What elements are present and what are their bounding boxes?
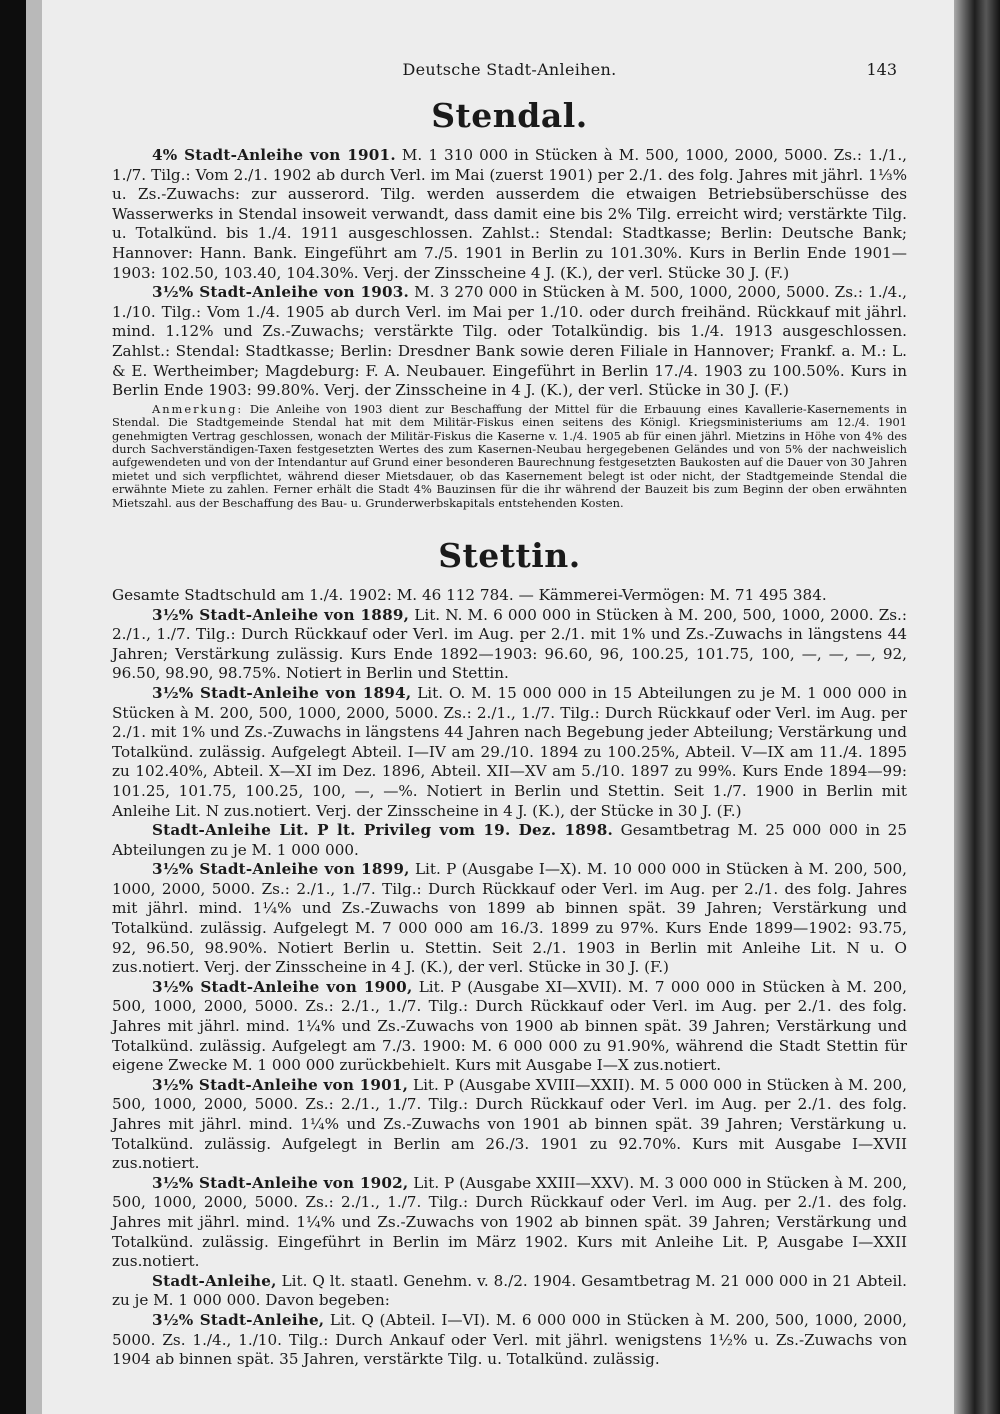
entry-paragraph	[112, 283, 907, 401]
section-title-stettin: Stettin.	[438, 535, 581, 575]
section-title-stendal: Stendal.	[431, 96, 588, 135]
entry-text: Lit. P (Ausgabe XXIII—XXV). M. 3 000 000 in Stücken à M. 200, 500, 1000, 2000, 5000. Zs.: 2./1., 1./7. Tilg.: Durch Rückkauf oder Verl. im Aug. per 2./1. des folg. Jahres mit jährl. mind. 1¼% und Zs.-Zuwachs von 1902 ab binnen spät. 39 Jahren; Verstärkung und Totalkünd. zulässig. Eingeführt in Berlin im März 1902. Kurs mit Anleihe Lit. P, Ausgabe I—XXII zus.notiert.	[112, 1173, 907, 1271]
entry-paragraph	[112, 978, 907, 1076]
entry-paragraph	[112, 684, 907, 821]
entry-lead: 3½% Stadt-Anleihe,	[152, 1310, 325, 1329]
entry-lead: 3½% Stadt-Anleihe von 1903.	[152, 283, 410, 302]
entry-lead: Stadt-Anleihe Lit. P lt. Privileg vom 19. Dez. 1898.	[152, 821, 613, 840]
entry-lead: 3½% Stadt-Anleihe von 1894,	[152, 683, 412, 702]
entry-lead: 3½% Stadt-Anleihe von 1889,	[152, 605, 410, 624]
entry-text: Lit. Q (Abteil. I—VI). M. 6 000 000 in Stücken à M. 200, 500, 1000, 2000, 5000. Zs. 1./4., 1./10. Tilg.: Durch Ankauf oder Verl. mit jährl. wenigstens 1½% u. Zs.-Zuwachs von 1904 ab binnen spät. 35 Jahren, verstärkte Tilg. u. Totalkünd. zulässig.	[112, 1310, 907, 1369]
entry-text: Lit. Q lt. staatl. Genehm. v. 8./2. 1904. Gesamtbetrag M. 21 000 000 in 21 Abteil. zu je M. 1 000 000. Davon begeben:	[112, 1271, 907, 1310]
section-intro: Gesamte Stadtschuld am 1./4. 1902: M. 46 112 784. — Kämmerei-Vermögen: M. 71 495 384.	[112, 585, 827, 604]
book-page	[42, 0, 954, 1414]
entry-paragraph	[112, 1311, 907, 1370]
entry-paragraph	[112, 606, 907, 684]
entry-paragraph	[112, 1076, 907, 1174]
entry-text: Lit. O. M. 15 000 000 in 15 Abteilungen zu je M. 1 000 000 in Stücken à M. 200, 500, 1000, 2000, 5000. Zs.: 2./1., 1./7. Tilg.: Durch Rückkauf oder Verl. im Aug. per 2./1. mit 1% und Zs.-Zuwachs in längstens 44 Jahren nach Begebung jeder Abteilung; Verstärkung und Totalkünd. zulässig. Aufgelegt Abteil. I—IV am 29./10. 1894 zu 100.25%, Abteil. V—IX am 11./4. 1895 zu 102.40%, Abteil. X—XI im Dez. 1896, Abteil. XII—XV am 5./10. 1897 zu 99%. Kurs Ende 1894—99: 101.25, 101.75, 100.25, 100, —, —%. Notiert in Berlin und Stettin. Seit 1./7. 1900 in Berlin mit Anleihe Lit. N zus.notiert. Verj. der Zinsscheine in 4 J. (K.), der Stücke in 30 J. (F.)	[112, 683, 907, 820]
entry-text: M. 1 310 000 in Stücken à M. 500, 1000, 2000, 5000. Zs.: 1./1., 1./7. Tilg.: Vom 2./1. 1902 ab durch Verl. im Mai (zuerst 1901) per 2./1. des folg. Jahres mit jährl. 1⅓% u. Zs.-Zuwachs: zur ausserord. Tilg. werden ausserdem die etwaigen Betriebsüberschüsse des Wasserwerks in Stendal insoweit verwandt, dass damit eine bis 2% Tilg. erreicht wird; verstärkte Tilg. u. Totalkünd. bis 1./4. 1911 ausgeschlossen. Zahlst.: Stendal: Stadtkasse; Berlin: Deutsche Bank; Hannover: Hann. Bank. Eingeführt am 7./5. 1901 in Berlin zu 101.30%. Kurs in Berlin Ende 1901—1903: 102.50, 103.40, 104.30%. Verj. der Zinsscheine 4 J. (K.), der verl. Stücke 30 J. (F.)	[112, 146, 907, 282]
running-head	[112, 60, 907, 86]
entry-lead: Stadt-Anleihe,	[152, 1271, 277, 1290]
note-text: Die Anleihe von 1903 dient zur Beschaffung der Mittel für die Erbauung eines Kavallerie-Kasernements in Stendal. Die Stadtgemeinde Stendal hat mit dem Militär-Fiskus einen seitens des Königl. Kriegsministeriums am 12./4. 1901 genehmigten Vertrag geschlossen, wonach der Militär-Fiskus die Kaserne v. 1./4. 1905 ab für einen jährl. Mietzins in Höhe von 4% des durch Sachverständigen-Taxen festgesetzten Wertes des zum Kasernen-Neubau hergegebenen Geländes und von 5% der nachweislich aufgewendeten und von der Intendantur auf Grund einer besonderen Baurechnung festgesetzten Baukosten auf die Dauer von 30 Jahren mietet und sich verpflichtet, während dieser Mietsdauer, ob das Kasernement belegt ist oder nicht, der Stadtgemeinde Stendal die erwähnte Miete zu zahlen. Ferner erhält die Stadt 4% Bauzinsen für die ihr während der Bauzeit bis zum Beginn der oben erwähnten Mietszahl. aus der Beschaffung des Bau- u. Grunderwerbskapitals entstehenden Kosten.	[112, 401, 907, 510]
entry-text: M. 3 270 000 in Stücken à M. 500, 1000, 2000, 5000. Zs.: 1./4., 1./10. Tilg.: Vom 1./4. 1905 ab durch Verl. im Mai per 1./10. oder durch freihänd. Rückkauf mit jährl. mind. 1.12% und Zs.-Zuwachs; verstärkte Tilg. oder Totalkündig. bis 1./4. 1913 ausgeschlossen. Zahlst.: Stendal: Stadtkasse; Berlin: Dresdner Bank sowie deren Filiale in Hannover; Frankf. a. M.: L. & E. Wertheimber; Magdeburg: F. A. Neubauer. Eingeführt in Berlin 17./4. 1903 zu 100.50%. Kurs in Berlin Ende 1903: 99.80%. Verj. der Zinsscheine in 4 J. (K.), der verl. Stücke in 30 J. (F.)	[112, 283, 907, 400]
entry-lead: 3½% Stadt-Anleihe von 1899,	[152, 860, 410, 879]
entry-paragraph	[112, 860, 907, 978]
entry-paragraph	[112, 1272, 907, 1311]
running-head-title: Deutsche Stadt-Anleihen.	[402, 60, 617, 79]
page-number: 143	[866, 60, 897, 79]
entry-text: Gesamtbetrag M. 25 000 000 in 25 Abteilungen zu je M. 1 000 000.	[112, 821, 907, 859]
entry-paragraph	[112, 821, 907, 860]
page-content	[112, 60, 907, 1370]
entry-paragraph	[112, 146, 907, 283]
entry-lead: 3½% Stadt-Anleihe von 1902,	[152, 1173, 409, 1192]
footnote-anmerkung	[112, 403, 907, 510]
note-label: Anmerkung:	[152, 401, 244, 416]
scan-margin-left	[26, 0, 42, 1414]
entry-text: Lit. P (Ausgabe XI—XVII). M. 7 000 000 in Stücken à M. 200, 500, 1000, 2000, 5000. Zs.: 2./1., 1./7. Tilg.: Durch Rückkauf oder Verl. im Aug. per 2./1. des folg. Jahres mit jährl. mind. 1¼% und Zs.-Zuwachs von 1900 ab binnen spät. 39 Jahren; Verstärkung und Totalkünd. zulässig. Aufgelegt am 7./3. 1900: M. 6 000 000 zu 91.90%, während die Stadt Stettin für eigene Zwecke M. 1 000 000 zurückbehielt. Kurs mit Ausgabe I—X zus.notiert.	[112, 977, 907, 1075]
entry-lead: 3½% Stadt-Anleihe von 1901,	[152, 1075, 409, 1094]
entry-paragraph	[112, 1174, 907, 1272]
scan-binding-edge-right	[954, 0, 1000, 1414]
entry-text: Lit. P (Ausgabe XVIII—XXII). M. 5 000 000 in Stücken à M. 200, 500, 1000, 2000, 5000. Zs.: 2./1., 1./7. Tilg.: Durch Rückkauf oder Verl. im Aug. per 2./1. des folg. Jahres mit jährl. mind. 1¼% und Zs.-Zuwachs von 1901 ab binnen spät. 39 Jahren; Verstärkung u. Totalkünd. zulässig. Aufgelegt in Berlin am 26./3. 1901 zu 92.70%. Kurs mit Ausgabe I—XVII zus.notiert.	[112, 1075, 907, 1173]
entry-lead: 4% Stadt-Anleihe von 1901.	[152, 146, 396, 164]
scan-binding-edge-left	[0, 0, 26, 1414]
entry-text: Lit. N. M. 6 000 000 in Stücken à M. 200, 500, 1000, 2000. Zs.: 2./1., 1./7. Tilg.: Durch Rückkauf oder Verl. im Aug. per 2./1. mit 1% und Zs.-Zuwachs in längstens 44 Jahren; Verstärkung zulässig. Kurs Ende 1892—1903: 96.60, 96, 100.25, 101.75, 100, —, —, —, 92, 96.50, 98.90, 98.75%. Notiert in Berlin und Stettin.	[112, 605, 908, 683]
entry-text: Lit. P (Ausgabe I—X). M. 10 000 000 in Stücken à M. 200, 500, 1000, 2000, 5000. Zs.: 2./1., 1./7. Tilg.: Durch Rückkauf oder Verl. im Aug. per 2./1. des folg. Jahres mit jährl. mind. 1¼% und Zs.-Zuwachs von 1899 ab binnen spät. 39 Jahren; Verstärkung und Totalkünd. zulässig. Aufgelegt M. 7 000 000 am 16./3. 1899 zu 97%. Kurs Ende 1899—1902: 93.75, 92, 96.50, 98.90%. Notiert Berlin u. Stettin. Seit 2./1. 1903 in Berlin mit Anleihe Lit. N u. O zus.notiert. Verj. der Zinsscheine in 4 J. (K.), der verl. Stücke in 30 J. (F.)	[112, 860, 907, 977]
entry-lead: 3½% Stadt-Anleihe von 1900,	[152, 977, 413, 996]
